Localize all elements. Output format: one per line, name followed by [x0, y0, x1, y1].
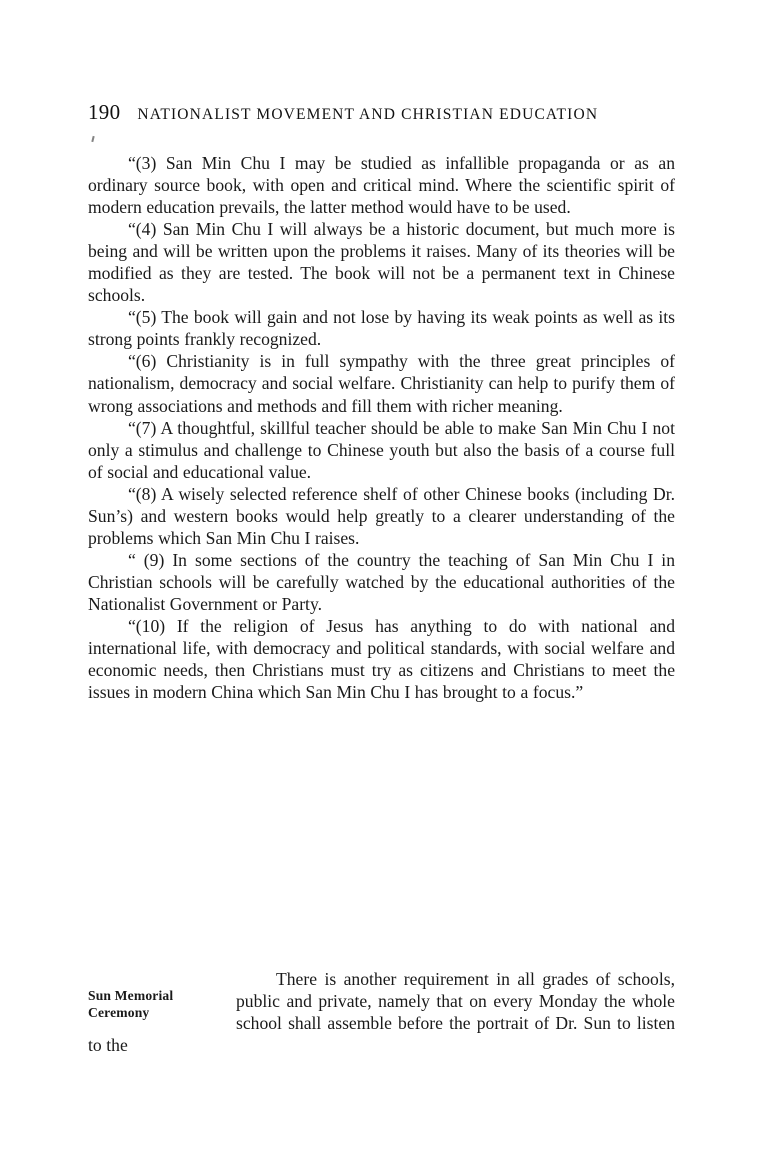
- sun-memorial-section: [88, 968, 675, 1056]
- quoted-paragraph-10: “(10) If the religion of Jesus has anything to do with national and international life, with democracy and political standards, with social welfare and economic needs, then Christians must try as citizens and Christians to meet the issues in modern China which San Min Chu I has brought to a focus.”: [88, 615, 675, 703]
- sun-memorial-paragraph: There is another requirement in all grades of schools, public and private, namely that on every Monday the whole school shall assemble before the portrait of Dr. Sun to listen to the: [88, 969, 675, 1056]
- running-head: [88, 100, 678, 125]
- marginal-note-line-2: Ceremony: [88, 1004, 150, 1020]
- marginal-note-sun-memorial-ceremony: [88, 988, 236, 1021]
- quoted-paragraph-7: “(7) A thoughtful, skillful teacher should be able to make San Min Chu I not only a stimulus and challenge to Chinese youth but also the basis of a course full of social and educational value.: [88, 417, 675, 482]
- quoted-paragraph-9: “ (9) In some sections of the country the teaching of San Min Chu I in Christian schools will be carefully watched by the educational authorities of the Nationalist Government or Party.: [88, 549, 675, 614]
- quoted-paragraph-8: “(8) A wisely selected reference shelf of other Chinese books (including Dr. Sun’s) and western books would help greatly to a clearer understanding of the problems which San Min Chu I raises.: [88, 483, 675, 548]
- body-text-column: [88, 152, 675, 703]
- marginal-note-line-1: Sun Memorial: [88, 988, 174, 1003]
- page-number: 190: [88, 100, 121, 124]
- quoted-paragraph-3: “(3) San Min Chu I may be studied as infallible propaganda or as an ordinary source book, with open and critical mind. Where the scientific spirit of modern education prevails, the latter method would have to be used.: [88, 153, 675, 218]
- scan-artifact-speck: [91, 136, 94, 142]
- quoted-paragraph-5: “(5) The book will gain and not lose by having its weak points as well as its strong points frankly recognized.: [88, 307, 675, 350]
- quoted-paragraph-6: “(6) Christianity is in full sympathy with the three great principles of nationalism, democracy and social welfare. Christianity can help to purify them of wrong associations and methods and fill them with richer meaning.: [88, 351, 675, 416]
- quoted-paragraph-4: “(4) San Min Chu I will always be a historic document, but much more is being and will be written upon the problems it raises. Many of its theories will be modified as they are tested. The book will not be a permanent text in Chinese schools.: [88, 219, 675, 306]
- running-head-title: NATIONALIST MOVEMENT AND CHRISTIAN EDUCATION: [137, 106, 599, 123]
